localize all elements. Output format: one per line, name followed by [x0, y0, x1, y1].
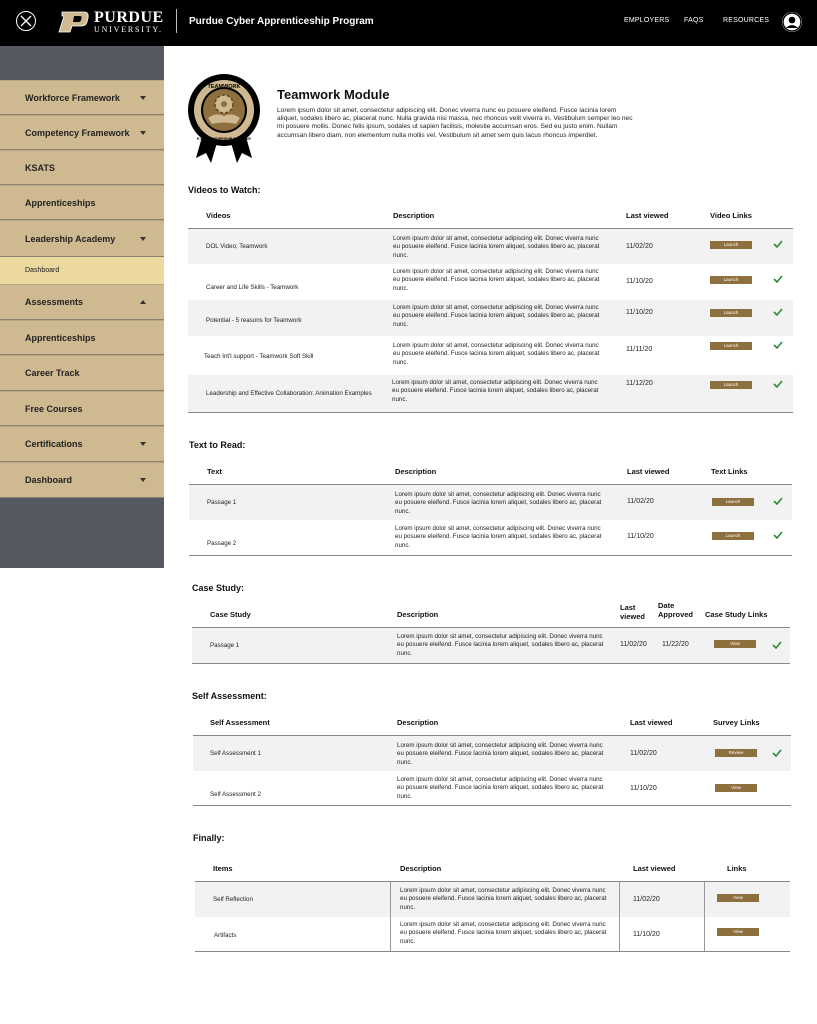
sa-last-viewed: 11/02/20 — [630, 750, 657, 757]
logo-line1: PURDUE — [94, 9, 164, 26]
video-description: Lorem ipsum dolor sit amet, consectetur adipiscing elit. Donec viverra nunc eu posuere eleifend. Fusce lacinia lorem aliquet, sodales libero ac, placerat nunc. — [393, 342, 600, 366]
video-description: Lorem ipsum dolor sit amet, consectetur adipiscing elit. Donec viverra nunc eu posuere eleifend. Fusce lacinia lorem aliquet, sodales libero ac, placerat nunc. — [393, 268, 600, 292]
videos-header-links: Video Links — [710, 211, 752, 220]
finally-header-last-viewed: Last viewed — [633, 864, 676, 873]
sidebar-item-label: Workforce Framework — [25, 92, 120, 103]
text-name: Passage 2 — [207, 540, 237, 547]
sidebar-item-career-track[interactable] — [0, 355, 164, 391]
top-bar — [0, 0, 817, 46]
badge-ring-text: P-CAP LEADERSHIP ACADEMY — [196, 137, 252, 141]
launch-button[interactable]: Launch — [710, 342, 752, 350]
sidebar-item-assessments[interactable] — [0, 284, 164, 320]
view-button[interactable]: View — [717, 928, 759, 936]
video-description: Lorem ipsum dolor sit amet, consectetur adipiscing elit. Donec viverra nunc eu posuere eleifend. Fusce lacinia lorem aliquet, sodales libero ac, placerat nunc. — [393, 304, 600, 328]
badge-top-text: TEAMWORK — [207, 84, 241, 90]
finally-item-name: Artifacts — [214, 932, 237, 939]
text-description: Lorem ipsum dolor sit amet, consectetur adipiscing elit. Donec viverra nunc eu posuere eleifend. Fusce lacinia lorem aliquet, sodales libero ac, placerat nunc. — [395, 491, 602, 515]
sa-header-links: Survey Links — [713, 718, 760, 727]
launch-button[interactable]: Launch — [712, 532, 754, 540]
sidebar-item-leadership-academy[interactable] — [0, 220, 164, 257]
case-description: Lorem ipsum dolor sit amet, consectetur adipiscing elit. Donec viverra nunc eu posuere eleifend. Fusce lacinia lorem aliquet, sodales libero ac, placerat nunc. — [397, 633, 604, 657]
checkmark-icon — [772, 749, 782, 757]
nav-resources[interactable]: RESOURCES — [723, 17, 770, 24]
launch-button[interactable]: Launch — [712, 498, 754, 506]
self-assessment-section-title: Self Assessment: — [192, 691, 267, 701]
review-button[interactable]: Review — [715, 749, 757, 757]
sidebar-item-label: Free Courses — [25, 403, 83, 414]
sidebar-item-certifications[interactable] — [0, 426, 164, 462]
sa-last-viewed: 11/10/20 — [630, 785, 657, 792]
text-description: Lorem ipsum dolor sit amet, consectetur adipiscing elit. Donec viverra nunc eu posuere eleifend. Fusce lacinia lorem aliquet, sodales libero ac, placerat nunc. — [395, 525, 602, 549]
video-last-viewed: 11/12/20 — [626, 380, 653, 387]
finally-header-links: Links — [727, 864, 747, 873]
sidebar-subitem-dashboard[interactable] — [0, 257, 164, 284]
video-name: DOL Video; Teamwork — [206, 243, 268, 250]
sa-bottom-divider — [193, 805, 791, 806]
case-header-description: Description — [397, 610, 439, 619]
sidebar-item-label: Assessments — [25, 297, 84, 307]
finally-item-description: Lorem ipsum dolor sit amet, consectetur adipiscing elit. Donec viverra nunc eu posuere eleifend. Fusce lacinia lorem aliquet, sodales libero ac, placerat nunc. — [400, 921, 607, 945]
finally-item-last-viewed: 11/10/20 — [633, 931, 660, 938]
chevron-down-icon — [140, 237, 146, 241]
program-title: Purdue Cyber Apprenticeship Program — [189, 16, 374, 27]
sidebar-item-label: Dashboard — [25, 475, 73, 485]
video-name: Teach Int'l support - Teamwork Soft Skill — [204, 353, 314, 360]
case-last-viewed: 11/02/20 — [620, 641, 647, 648]
checkmark-icon — [773, 240, 783, 248]
checkmark-icon — [773, 308, 783, 316]
sidebar-item-dashboard[interactable] — [0, 462, 164, 498]
sidebar-item-label: Competency Framework — [25, 127, 130, 138]
column-divider — [619, 881, 620, 951]
checkmark-icon — [773, 275, 783, 283]
case-date-approved: 11/22/20 — [662, 641, 689, 648]
finally-item-last-viewed: 11/02/20 — [633, 896, 660, 903]
user-avatar-icon[interactable] — [782, 12, 802, 32]
sa-header-description: Description — [397, 718, 439, 727]
chevron-down-icon — [140, 442, 146, 446]
view-button[interactable]: View — [714, 640, 756, 648]
sidebar-item-label: Leadership Academy — [25, 233, 116, 244]
sidebar-item-label: KSATS — [25, 162, 55, 173]
finally-bottom-divider — [195, 951, 790, 952]
teamwork-badge-icon — [186, 74, 262, 164]
sidebar-item-workforce-framework[interactable] — [0, 80, 164, 115]
finally-header-items: Items — [213, 864, 233, 873]
sidebar-item-ksats[interactable] — [0, 150, 164, 185]
module-description: Lorem ipsum dolor sit amet, consectetur adipiscing elit. Donec viverra nunc eu posuere eleifend. Fusce lacinia lorem aliquet, sodales libero ac, placerat nunc. Nulla gravida nisi massa, nec rhoncus velit viverra in. Vestibulum semper leo nec mi posuere mollis. Donec felis ipsum, sodales ut sapien facilisis, molestie accumsan eros. Sed eu justo enim. Nullam accumsan libero diam, non elementum nulla mollis vel. Vestibulum sit amet sem quis lacus rhoncus imperdiet. — [277, 107, 633, 139]
checkmark-icon — [773, 531, 783, 539]
finally-item-description: Lorem ipsum dolor sit amet, consectetur adipiscing elit. Donec viverra nunc eu posuere eleifend. Fusce lacinia lorem aliquet, sodales libero ac, placerat nunc. — [400, 887, 607, 911]
close-icon[interactable] — [16, 11, 36, 31]
finally-header-description: Description — [400, 864, 442, 873]
sidebar-item-label: Certifications — [25, 439, 83, 449]
videos-header-videos: Videos — [206, 211, 231, 220]
nav-employers[interactable]: EMPLOYERS — [624, 17, 670, 24]
texts-bottom-divider — [189, 555, 792, 556]
checkmark-icon — [773, 497, 783, 505]
logo-line2: UNIVERSITY. — [94, 25, 163, 34]
view-button[interactable]: View — [717, 894, 759, 902]
sa-name: Self Assessment 1 — [210, 750, 261, 757]
chevron-down-icon — [140, 478, 146, 482]
texts-section-title: Text to Read: — [189, 440, 246, 450]
launch-button[interactable]: Launch — [710, 381, 752, 389]
videos-bottom-divider — [188, 412, 793, 413]
sa-description: Lorem ipsum dolor sit amet, consectetur adipiscing elit. Donec viverra nunc eu posuere eleifend. Fusce lacinia lorem aliquet, sodales libero ac, placerat nunc. — [397, 776, 604, 800]
text-name: Passage 1 — [207, 499, 237, 506]
nav-faqs[interactable]: FAQS — [684, 17, 704, 24]
video-last-viewed: 11/10/20 — [626, 309, 653, 316]
checkmark-icon — [773, 380, 783, 388]
video-last-viewed: 11/11/20 — [626, 346, 653, 353]
purdue-p-icon — [56, 11, 90, 33]
videos-header-description: Description — [393, 211, 435, 220]
sidebar-item-apprenticeships[interactable] — [0, 185, 164, 220]
chevron-up-icon — [140, 300, 146, 304]
video-name: Career and Life Skills - Teamwork — [206, 284, 299, 291]
video-description: Lorem ipsum dolor sit amet, consectetur adipiscing elit. Donec viverra nunc eu posuere eleifend. Fusce lacinia lorem aliquet, sodales libero ac, placerat nunc. — [392, 379, 599, 403]
video-description: Lorem ipsum dolor sit amet, consectetur adipiscing elit. Donec viverra nunc eu posuere eleifend. Fusce lacinia lorem aliquet, sodales libero ac, placerat nunc. — [393, 235, 600, 259]
header-divider — [176, 9, 177, 33]
sidebar-item-label: Career Track — [25, 368, 80, 378]
case-header-links: Case Study Links — [705, 610, 768, 619]
text-last-viewed: 11/02/20 — [627, 498, 654, 505]
video-name: Leadership and Effective Collaboration: Animation Examples — [206, 390, 372, 397]
view-button[interactable]: View — [715, 784, 757, 792]
chevron-down-icon — [140, 131, 146, 135]
sa-description: Lorem ipsum dolor sit amet, consectetur adipiscing elit. Donec viverra nunc eu posuere eleifend. Fusce lacinia lorem aliquet, sodales libero ac, placerat nunc. — [397, 742, 604, 766]
text-last-viewed: 11/10/20 — [627, 533, 654, 540]
videos-section-title: Videos to Watch: — [188, 185, 261, 195]
case-bottom-divider — [192, 663, 790, 664]
checkmark-icon — [773, 341, 783, 349]
case-header-last-viewed: Last viewed — [620, 603, 646, 621]
sidebar-item-free-courses[interactable] — [0, 391, 164, 426]
launch-button[interactable]: Launch — [710, 241, 752, 249]
case-header-name: Case Study — [210, 610, 251, 619]
sa-header-name: Self Assessment — [210, 718, 270, 727]
case-name: Passage 1 — [210, 642, 240, 649]
column-divider — [704, 881, 705, 951]
finally-section-title: Finally: — [193, 833, 225, 843]
launch-button[interactable]: Launch — [710, 276, 752, 284]
sidebar-item-competency-framework[interactable] — [0, 115, 164, 150]
videos-header-last-viewed: Last viewed — [626, 211, 669, 220]
checkmark-icon — [772, 641, 782, 649]
video-name: Potential - 5 reasons for Teamwork — [206, 317, 302, 324]
sidebar-item-apprenticeships-2[interactable] — [0, 320, 164, 355]
column-divider — [390, 881, 391, 951]
video-last-viewed: 11/02/20 — [626, 243, 653, 250]
purdue-logo[interactable] — [56, 10, 164, 34]
texts-header-description: Description — [395, 467, 437, 476]
texts-header-text: Text — [207, 467, 222, 476]
sidebar-item-label: Apprenticeships — [25, 332, 96, 343]
chevron-down-icon — [140, 96, 146, 100]
finally-item-name: Self Reflection — [213, 896, 253, 903]
sa-name: Self Assessment 2 — [210, 791, 261, 798]
case-header-date-approved: Date Approved — [658, 601, 694, 619]
sidebar-subitem-label: Dashboard — [25, 267, 60, 274]
launch-button[interactable]: Launch — [710, 309, 752, 317]
module-title: Teamwork Module — [277, 87, 390, 102]
case-study-section-title: Case Study: — [192, 583, 245, 593]
texts-header-links: Text Links — [711, 467, 748, 476]
texts-header-last-viewed: Last viewed — [627, 467, 670, 476]
video-last-viewed: 11/10/20 — [626, 278, 653, 285]
sa-header-last-viewed: Last viewed — [630, 718, 673, 727]
sidebar-item-label: Apprenticeships — [25, 197, 96, 208]
